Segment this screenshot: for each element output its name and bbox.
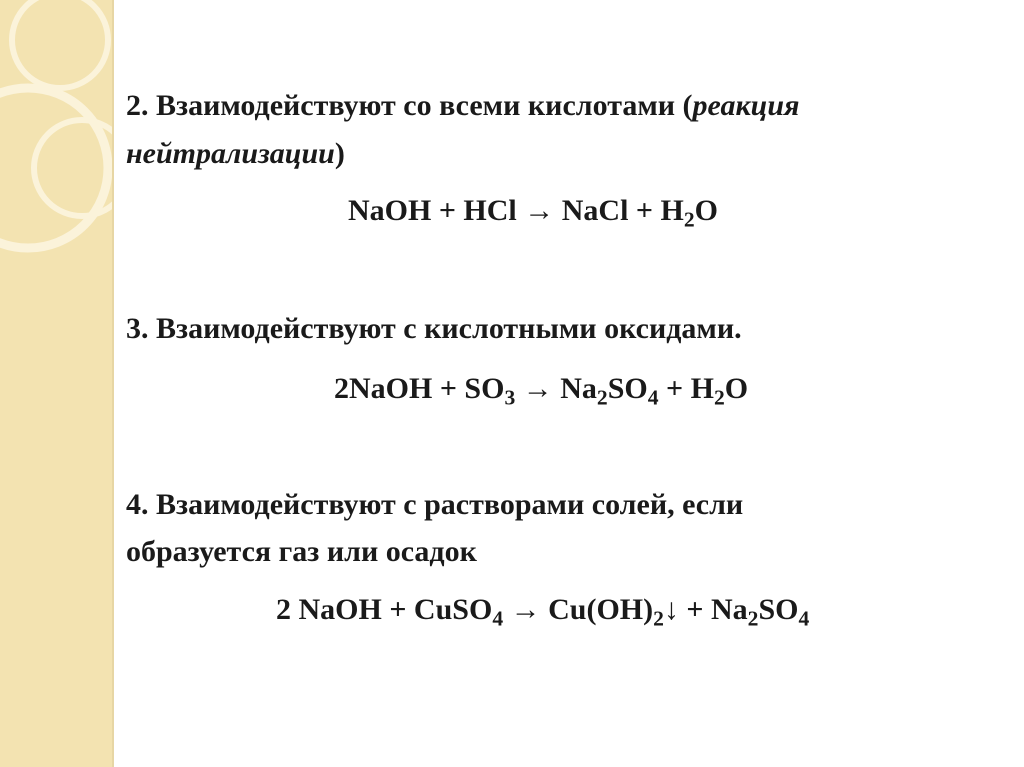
equation-salt-solution	[276, 592, 810, 631]
eq3-part: → Cu(OH)	[503, 593, 654, 626]
item-2-line-1	[126, 88, 1024, 124]
item-2-italic-2: нейтрализации	[126, 137, 335, 170]
eq3-part: 2 NaOH + CuSO	[276, 593, 493, 626]
item-3-text: Взаимодействуют с кислотными оксидами.	[156, 312, 742, 345]
item-2-number: 2.	[126, 89, 149, 122]
item-2-text: Взаимодействуют со всеми кислотами (	[156, 89, 693, 122]
item-3-number: 3.	[126, 312, 149, 345]
item-4-line-1	[126, 487, 743, 523]
eq1-part: O	[694, 194, 718, 227]
equation-neutralization	[348, 193, 718, 232]
item-2-italic-1: реакция	[692, 89, 800, 122]
item-4-text-2: образуется газ или осадок	[126, 535, 477, 568]
item-3-line-1	[126, 311, 742, 347]
eq2-sub: 2	[713, 385, 725, 410]
eq2-part: → Na	[515, 372, 597, 405]
eq2-sub: 3	[504, 385, 516, 410]
eq3-part: ↓ + Na	[663, 593, 748, 626]
item-4-text: Взаимодействуют с растворами солей, если	[156, 488, 744, 521]
eq3-sub: 4	[492, 606, 504, 631]
item-4-number: 4.	[126, 488, 149, 521]
eq2-part: 2NaOH + SO	[334, 372, 505, 405]
eq3-sub: 4	[798, 606, 810, 631]
equation-acid-oxide	[334, 371, 749, 410]
eq3-sub: 2	[747, 606, 759, 631]
eq2-sub: 2	[596, 385, 608, 410]
eq3-sub: 2	[653, 606, 664, 631]
eq2-sub: 4	[647, 385, 659, 410]
item-2-tail: )	[334, 137, 345, 170]
eq2-part: SO	[607, 372, 648, 405]
eq3-part: SO	[758, 593, 799, 626]
eq1-sub: 2	[683, 207, 695, 232]
item-2-line-2	[126, 136, 345, 172]
eq1-part: NaOH + HCl → NaCl + H	[348, 194, 684, 227]
item-4-line-2	[126, 534, 477, 570]
eq2-part: O	[724, 372, 749, 405]
eq2-part: + H	[658, 372, 714, 405]
